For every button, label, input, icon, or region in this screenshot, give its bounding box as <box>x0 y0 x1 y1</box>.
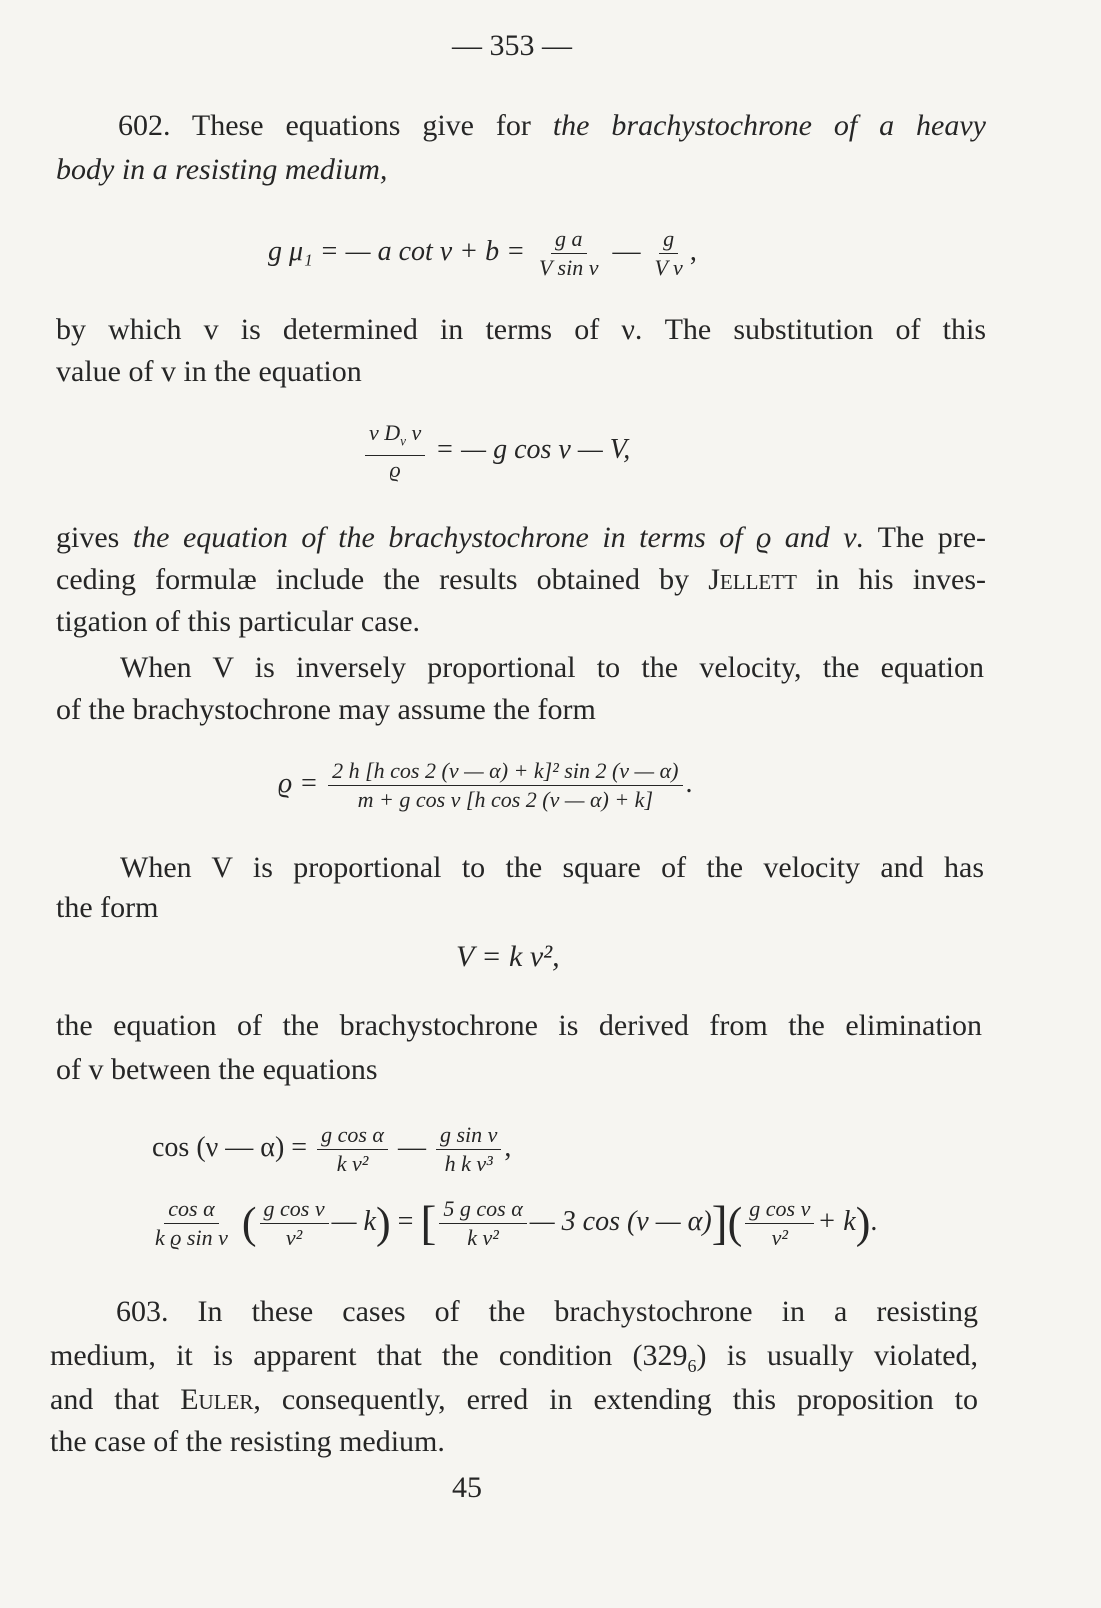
signature-mark: 45 <box>452 1471 482 1504</box>
equation-3: ϱ = $\frac{\text{2 h [h cos 2 (ν — α) + k]² sin 2 (ν — α)}}{\text{m + g cos ν [h cos 2 (ν — α) + k]}}$ . <box>278 758 693 812</box>
eq3-fraction: $\frac{\text{2 h [h cos 2 (ν — α) + k]² sin 2 (ν — α)}}{\text{m + g cos ν [h cos 2 (ν — α) + k]}}$ <box>328 758 682 813</box>
para-602-line-6: ceding formulæ include the results obtained by Jellett in his inves- <box>56 563 987 596</box>
equation-4: V = k v², <box>456 940 560 973</box>
para-602-line-12: the equation of the brachystochrone is derived from the elimination <box>56 1009 982 1042</box>
para-603-line-2: medium, it is apparent that the condition $(329_6)$ is usually violated, <box>50 1339 979 1376</box>
para-603-line-4: the case of the resisting medium. <box>50 1425 445 1458</box>
para-603-line-3: and that Euler, consequently, erred in extending this proposition to <box>50 1383 978 1416</box>
para-602-line-13: of v between the equations <box>56 1053 378 1086</box>
para-602-line-3: by which v is determined in terms of ν. The substitution of this <box>56 313 986 346</box>
section-number-602: 602. <box>118 109 171 142</box>
eq6-fraction-3: $\frac{\text{5 g cos α}}{\text{k v²}}$ <box>439 1196 526 1251</box>
para-602-line-9: of the brachystochrone may assume the form <box>56 693 596 726</box>
para-602-line-2: body in a resisting medium, <box>56 153 388 186</box>
equation-2: $\frac{v D_\nu v}{ϱ}$ = — g cos ν — V, <box>362 420 630 483</box>
equation-1: g μ₁ = — a cot ν + b = $\frac{\text{g a}}{\text{V sin ν}}$ — $\frac{g}{\text{V v}}$ , <box>268 226 697 280</box>
eq5-fraction-2: $\frac{\text{g sin ν}}{\text{h k v³}}$ <box>436 1122 501 1177</box>
author-name-euler: Euler <box>180 1383 254 1416</box>
eq1-fraction-1: $\frac{\text{g a}}{\text{V sin ν}}$ <box>539 226 599 280</box>
eq6-fraction-4: $\frac{\text{g cos ν}}{\text{v²}}$ <box>745 1196 814 1251</box>
para-602-line-7: tigation of this particular case. <box>56 605 421 638</box>
eq6-fraction-1: $\frac{\text{cos α}}{\text{k ϱ sin ν}}$ <box>155 1196 228 1250</box>
eq1-fraction-2: $\frac{g}{\text{V v}}$ <box>654 226 683 280</box>
eq6-fraction-2: $\frac{\text{g cos ν}}{\text{v²}}$ <box>260 1196 329 1251</box>
para-602-line-8: When V is inversely proportional to the velocity, the equation <box>120 651 984 684</box>
para-603-line-1: 603. In these cases of the brachystochrone in a resisting <box>116 1295 978 1328</box>
para-602-line-11: the form <box>56 891 159 924</box>
para-602-line-10: When V is proportional to the square of the velocity and has <box>120 851 984 884</box>
eq2-fraction: $\frac{v D_\nu v}{ϱ}$ <box>365 420 425 483</box>
author-name-jellett: Jellett <box>708 563 797 596</box>
equation-6: $\frac{\text{cos α}}{\text{k ϱ sin ν}}$ ( $\frac{\text{g cos ν}}{\text{v²}}$ — k) = [ $\frac{\text{5 g cos α}}{\text{k v²}}$ — 3 cos (ν — α)]( $\frac{\text{g cos ν}}{\text{v²}}$ + k). <box>148 1196 877 1251</box>
para-602-line-4: value of v in the equation <box>56 355 362 388</box>
eq5-fraction-1: $\frac{\text{g cos α}}{\text{k v²}}$ <box>317 1122 388 1177</box>
section-number-603: 603. <box>116 1295 169 1328</box>
page-number: — 353 — <box>452 29 572 62</box>
equation-5: cos (ν — α) = $\frac{\text{g cos α}}{\text{k v²}}$ — $\frac{\text{g sin ν}}{\text{h k v³}}$ , <box>152 1122 512 1176</box>
para-602-line-5: gives the equation of the brachystochrone in terms of ϱ and ν. The pre- <box>56 521 987 554</box>
para-602-line-1: 602. These equations give for the brachystochrone of a heavy <box>118 109 986 142</box>
